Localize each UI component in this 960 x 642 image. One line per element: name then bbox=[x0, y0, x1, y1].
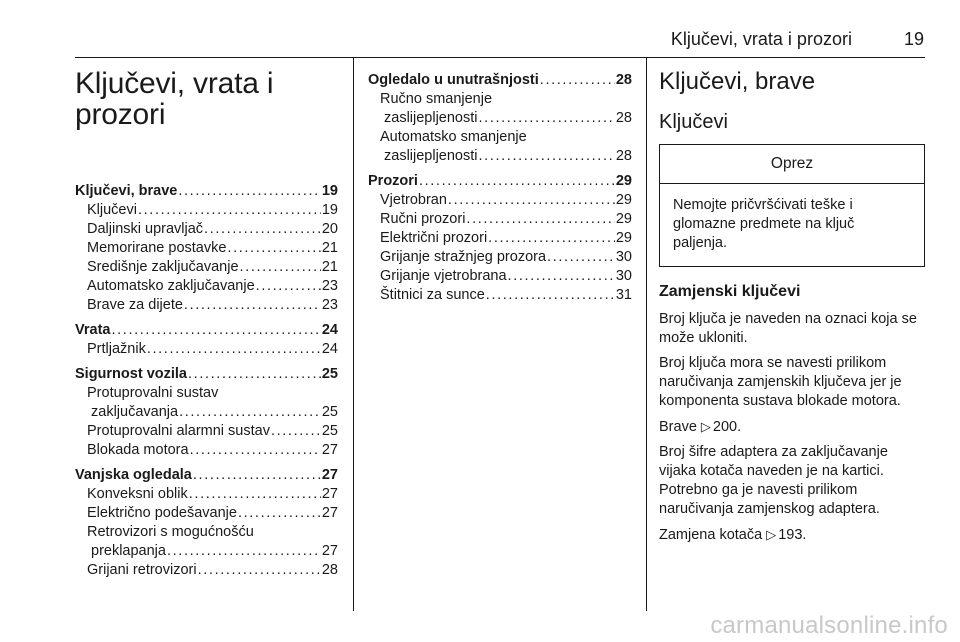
toc-entry[interactable]: Konveksni oblik . . . 27 bbox=[75, 485, 338, 504]
toc-group bbox=[368, 71, 632, 166]
toc-group bbox=[75, 466, 338, 580]
column-middle bbox=[368, 62, 632, 311]
toc-group bbox=[75, 182, 338, 315]
toc-entry-main[interactable]: Ključevi, brave . . . 19 bbox=[75, 182, 338, 201]
column-divider-1 bbox=[353, 57, 354, 611]
toc-left bbox=[75, 182, 338, 580]
toc-entry-main[interactable]: Ogledalo u unutrašnjosti . . . 28 bbox=[368, 71, 632, 90]
column-divider-2 bbox=[646, 57, 647, 611]
paragraph: Broj ključa je naveden na oznaci koja se može ukloniti. bbox=[659, 311, 917, 346]
toc-entry[interactable]: Grijanje stražnjeg prozora . . . 30 bbox=[368, 248, 632, 267]
toc-entry[interactable]: Grijani retrovizori . . . 28 bbox=[75, 561, 338, 580]
caution-text: Nemojte pričvršćivati teške i glomazne predmete na ključ paljenja. bbox=[673, 197, 855, 251]
toc-entry[interactable]: zaslijepljenosti . . . 28 bbox=[368, 109, 632, 128]
toc-entry[interactable]: Električni prozori . . . 29 bbox=[368, 229, 632, 248]
toc-entry[interactable]: Blokada motora . . . 27 bbox=[75, 441, 338, 460]
toc-entry-line1[interactable]: Automatsko smanjenje bbox=[380, 129, 527, 145]
toc-entry-main[interactable]: Prozori . . . 29 bbox=[368, 172, 632, 191]
column-left bbox=[75, 62, 338, 586]
page-reference-icon: ▷ bbox=[700, 419, 711, 434]
cross-reference[interactable]: Brave ▷ 200. bbox=[659, 419, 742, 435]
toc-entry[interactable]: Grijanje vjetrobrana . . . 30 bbox=[368, 267, 632, 286]
toc-group bbox=[75, 365, 338, 460]
running-head bbox=[560, 29, 924, 50]
column-right bbox=[659, 62, 925, 551]
toc-entry-main[interactable]: Vanjska ogledala . . . 27 bbox=[75, 466, 338, 485]
page-reference-icon: ▷ bbox=[766, 527, 777, 542]
spare-keys-heading: Zamjenski ključevi bbox=[659, 283, 801, 300]
caution-heading: Oprez bbox=[660, 145, 924, 184]
subsection-title: Ključevi bbox=[659, 111, 728, 133]
toc-entry-line1[interactable]: Protuprovalni sustav bbox=[87, 385, 219, 401]
toc-entry[interactable]: Ključevi . . . 19 bbox=[75, 201, 338, 220]
toc-entry[interactable]: Brave za dijete . . . 23 bbox=[75, 296, 338, 315]
running-head-title: Ključevi, vrata i prozori bbox=[670, 29, 852, 49]
toc-entry-main[interactable]: Vrata . . . 24 bbox=[75, 321, 338, 340]
paragraph: Broj ključa mora se navesti prilikom naručivanja zamjenskih ključeva jer je komponenta sustava blokade motora. bbox=[659, 355, 902, 409]
toc-entry[interactable]: Prtljažnik . . . 24 bbox=[75, 340, 338, 359]
toc-entry-line1[interactable]: Ručno smanjenje bbox=[380, 91, 493, 107]
header-rule bbox=[75, 57, 925, 58]
toc-entry[interactable]: Vjetrobran . . . 29 bbox=[368, 191, 632, 210]
watermark: carmanualsonline.info bbox=[710, 612, 948, 639]
toc-entry[interactable]: Električno podešavanje . . . 27 bbox=[75, 504, 338, 523]
toc-entry-line1[interactable]: Retrovizori s mogućnošću bbox=[87, 524, 254, 540]
toc-entry[interactable]: Središnje zaključavanje . . . 21 bbox=[75, 258, 338, 277]
paragraph: Broj šifre adaptera za zaključavanje vijaka kotača naveden je na kartici. Potrebno ga je navesti prilikom naručivanja zamjenskog adaptera. bbox=[659, 444, 888, 517]
toc-entry[interactable]: Ručni prozori . . . 29 bbox=[368, 210, 632, 229]
toc-entry-main[interactable]: Sigurnost vozila . . . 25 bbox=[75, 365, 338, 384]
toc-entry[interactable]: zaključavanja . . . 25 bbox=[75, 403, 338, 422]
toc-entry[interactable]: Daljinski upravljač . . . 20 bbox=[75, 220, 338, 239]
toc-middle bbox=[368, 71, 632, 305]
toc-entry[interactable]: Protuprovalni alarmni sustav . . . 25 bbox=[75, 422, 338, 441]
section-title: Ključevi, brave bbox=[659, 68, 816, 95]
caution-box bbox=[659, 144, 925, 267]
toc-entry[interactable]: Automatsko zaključavanje . . . 23 bbox=[75, 277, 338, 296]
toc-entry[interactable]: Štitnici za sunce . . . 31 bbox=[368, 286, 632, 305]
cross-reference[interactable]: Zamjena kotača ▷ 193. bbox=[659, 527, 807, 543]
toc-group bbox=[368, 172, 632, 305]
page-number: 19 bbox=[903, 29, 924, 49]
chapter-title: Ključevi, vrata i prozori bbox=[75, 67, 274, 131]
toc-entry[interactable]: zaslijepljenosti . . . 28 bbox=[368, 147, 632, 166]
toc-group bbox=[75, 321, 338, 359]
toc-entry[interactable]: preklapanja . . . 27 bbox=[75, 542, 338, 561]
toc-entry[interactable]: Memorirane postavke . . . 21 bbox=[75, 239, 338, 258]
